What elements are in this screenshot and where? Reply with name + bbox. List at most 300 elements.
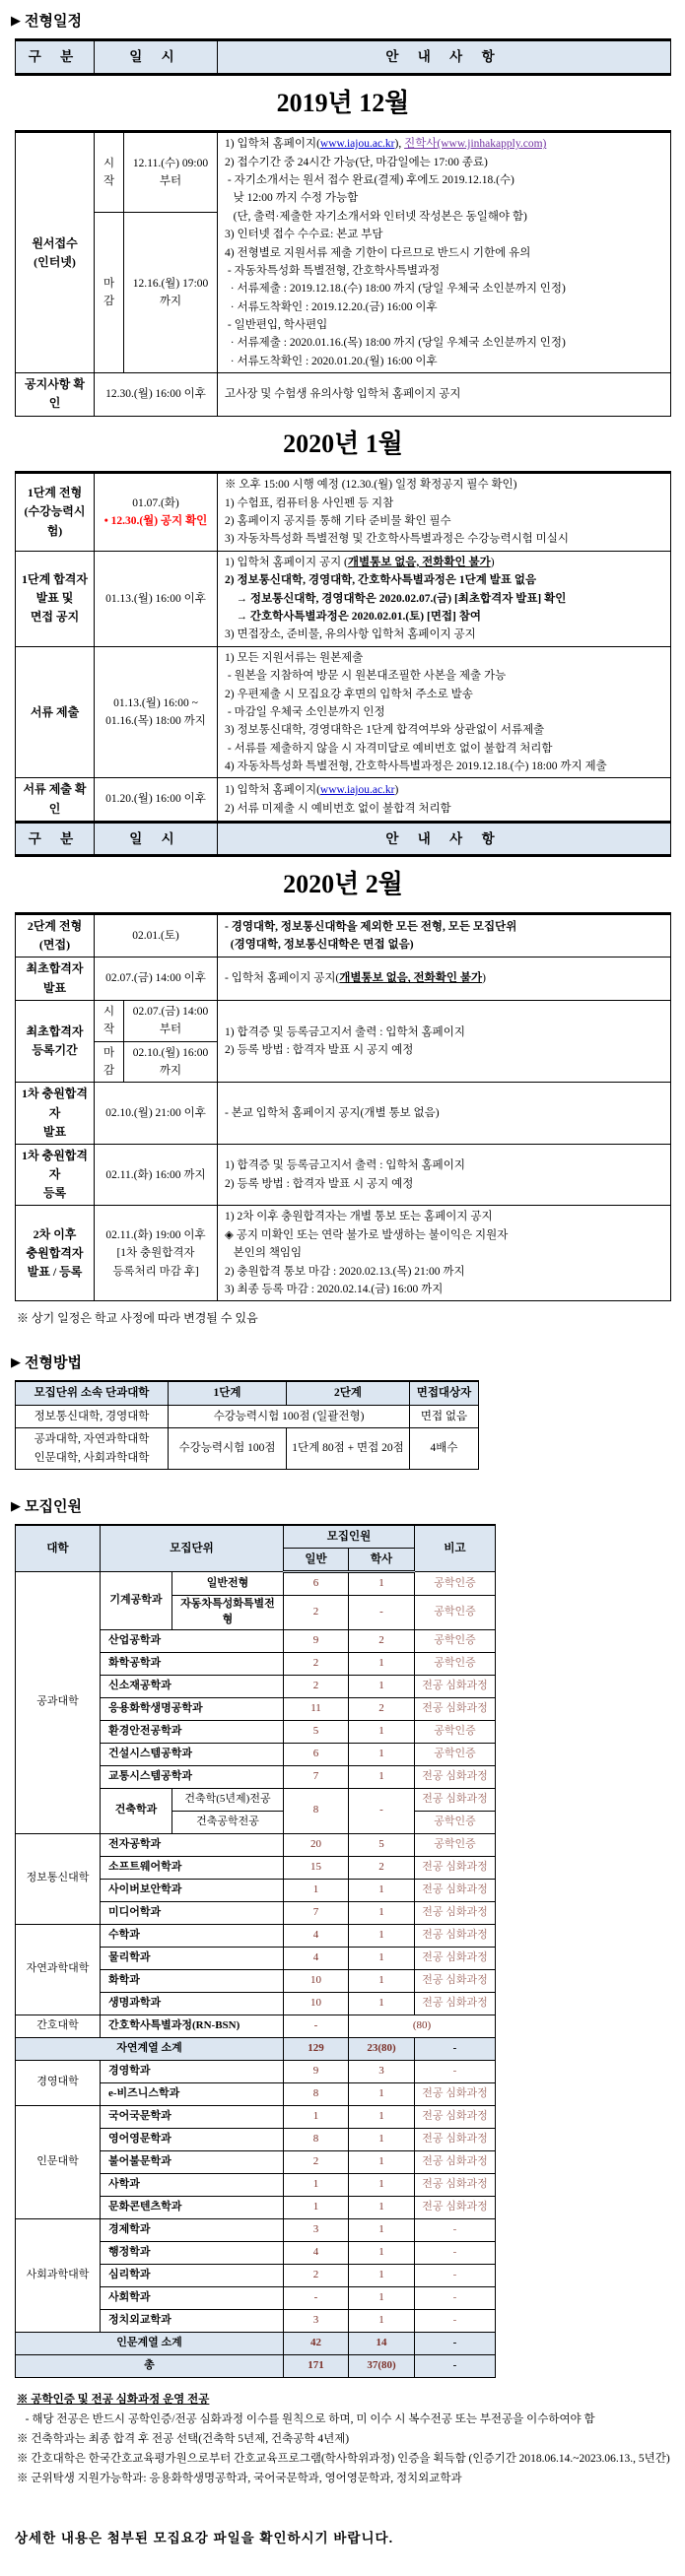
- row-label-line: (면접): [38, 938, 71, 953]
- table-row: [16, 2105, 496, 2128]
- month-heading-row: [16, 74, 671, 132]
- dept-name: 물리학과: [101, 1947, 284, 1969]
- total-row: [16, 2354, 496, 2377]
- iajou-link[interactable]: www.iajou.ac.kr: [319, 784, 395, 797]
- dept-name: 화학과: [101, 1969, 284, 1992]
- method-table: [15, 1380, 479, 1470]
- note-line: - 자동차특성화 특별전형, 간호학사특별과정: [225, 264, 441, 277]
- header-guidance: 안 내 사 항: [218, 822, 671, 856]
- quota-note: 전공 심화과정: [415, 1675, 496, 1697]
- note-line: 4) 전형별로 지원서류 제출 기한이 다르므로 반드시 기한에 유의: [225, 246, 531, 259]
- date-alert: • 12.30.(월) 공지 확인: [103, 515, 208, 528]
- quota-note: 공학인증: [415, 1743, 496, 1765]
- college-name: 간호대학: [16, 2015, 101, 2037]
- note-line: 4) 자동차특성화 특별전형, 간호학사특별과정은 2019.12.18.(수) 18:00 까지 제출: [225, 760, 607, 773]
- row-label-line: 최초합격자: [26, 1024, 84, 1038]
- subtotal-note: -: [415, 2037, 496, 2060]
- end-label: 마감: [95, 213, 124, 373]
- quota-bachelor: 1: [349, 1879, 415, 1901]
- quota-general: 10: [284, 1969, 349, 1992]
- method-college-line: 인문대학, 사회과학대학: [34, 1451, 150, 1464]
- quota-note: 전공 심화과정: [415, 2128, 496, 2150]
- quota-bachelor: 2: [349, 1629, 415, 1652]
- section-title-quota: [11, 1495, 675, 1516]
- table-row: [16, 132, 671, 213]
- quota-general: 9: [284, 2060, 349, 2082]
- note-line: → 정보통신대학, 경영대학은 2020.02.07.(금) [최초합격자 발표] 확인: [225, 592, 567, 605]
- quota-merged: (80): [349, 2015, 496, 2037]
- row-label-add1-announce: [16, 1083, 95, 1145]
- note-line: - 서류를 제출하지 않을 시 자격미달로 예비번호 없이 불합격 처리함: [225, 742, 553, 755]
- quota-note: 공학인증: [415, 1629, 496, 1652]
- quota-bachelor: 1: [349, 2241, 415, 2264]
- quota-general: 1: [284, 2173, 349, 2196]
- quota-bachelor: 1: [349, 1720, 415, 1743]
- table-row: [16, 1000, 671, 1041]
- quota-header-quota: 모집인원: [284, 1525, 415, 1549]
- row-label-first-pass: [16, 958, 95, 1000]
- method-stage2: 1단계 80점 + 면접 20점: [287, 1428, 410, 1470]
- subtotal-row: [16, 2332, 496, 2354]
- note-line: [225, 135, 663, 153]
- table-row: [16, 473, 671, 552]
- method-college: [16, 1428, 169, 1470]
- notes-cell: [218, 958, 671, 1000]
- quota-note: 전공 심화과정: [415, 2150, 496, 2173]
- table-row: [16, 1924, 496, 1947]
- date-cell: [95, 646, 218, 778]
- row-label-line: 1단계 합격자: [22, 571, 88, 586]
- subtotal-general: 42: [284, 2332, 349, 2354]
- date-cell: [95, 1206, 218, 1301]
- quota-bachelor: 1: [349, 2196, 415, 2218]
- note-text: ): [490, 556, 495, 568]
- note-line: 2) 정보통신대학, 경영대학, 간호학사특별과정은 1단계 발표 없음: [225, 574, 537, 587]
- quota-header-note: 비고: [415, 1525, 496, 1572]
- table-row: [16, 2060, 496, 2082]
- quota-general: 8: [284, 2082, 349, 2105]
- note-line: 3) 자동차특성화 특별전형 및 간호학사특별과정은 수강능력시험 미실시: [225, 533, 569, 546]
- note-line: - 본교 입학처 홈페이지 공지(개별 통보 없음): [225, 1106, 440, 1119]
- quota-bachelor: 1: [349, 1765, 415, 1788]
- quota-note: 공학인증: [415, 1652, 496, 1675]
- end-date: 12.16.(월) 17:00 까지: [124, 213, 218, 373]
- note-line: · 서류도착확인 : 2020.01.20.(월) 16:00 이후: [225, 355, 438, 367]
- note-text: 1) 입학처 홈페이지 공지 (: [225, 556, 348, 568]
- month-heading-row: [16, 856, 671, 914]
- row-label-stage2: [16, 914, 95, 958]
- quota-note: 공학인증: [415, 1720, 496, 1743]
- note-line: · 서류제출 : 2020.01.16.(목) 18:00 까지 (당일 우체국 소인분까지 인정): [225, 337, 566, 350]
- date-cell: 02.07.(금) 14:00 이후: [95, 958, 218, 1000]
- notes-cell: [218, 1206, 671, 1301]
- table-row: [16, 2015, 496, 2037]
- quota-general: 2: [284, 1652, 349, 1675]
- quota-bachelor: 2: [349, 1856, 415, 1879]
- row-label-docs: 서류 제출: [16, 646, 95, 778]
- method-header-row: [16, 1381, 479, 1405]
- note-text: 1) 입학처 홈페이지(: [225, 138, 320, 151]
- note-line: 3) 정보통신대학, 경영대학은 1단계 합격여부와 상관없이 서류제출: [225, 724, 545, 737]
- schedule-footnote: ※ 상기 일정은 학교 사정에 따라 변경될 수 있음: [17, 1311, 258, 1326]
- bottom-note-line: ※ 건축학과는 최종 합격 후 전공 선택(건축학 5년제, 건축공학 4년제): [17, 2433, 350, 2446]
- header-category: 구 분: [16, 822, 95, 856]
- quota-bachelor: 3: [349, 2060, 415, 2082]
- quota-bachelor: 1: [349, 2082, 415, 2105]
- dept-name: 생명과학과: [101, 1992, 284, 2015]
- quota-general: 4: [284, 1924, 349, 1947]
- total-label: 총: [16, 2354, 284, 2377]
- note-text: ): [394, 784, 399, 797]
- quota-bachelor: 1: [349, 2150, 415, 2173]
- track-name: 건축학(5년제)전공: [172, 1788, 284, 1811]
- row-label-line: (인터넷): [34, 254, 76, 269]
- quota-note: 전공 심화과정: [415, 1856, 496, 1879]
- quota-general: 5: [284, 1720, 349, 1743]
- note-text: 1) 입학처 홈페이지(: [225, 784, 320, 797]
- note-line: 2) 등록 방법 : 합격자 발표 시 공지 예정: [225, 1177, 414, 1190]
- month-heading-dec: 2019년 12월: [16, 74, 671, 132]
- table-row: [16, 551, 671, 646]
- note-line: 2) 서류 미제출 시 예비번호 없이 불합격 처리함: [225, 802, 451, 815]
- dept-name: 미디어학과: [101, 1901, 284, 1924]
- row-label-apply: [16, 132, 95, 373]
- dept-name: 교통시스템공학과: [101, 1765, 284, 1788]
- notes-cell: [218, 373, 671, 416]
- row-label-line: 등록: [42, 1186, 67, 1201]
- note-line: - 마감일 우체국 소인분까지 인정: [225, 705, 385, 718]
- note-text: ),: [394, 138, 405, 151]
- quota-note: 전공 심화과정: [415, 1901, 496, 1924]
- quota-general: 1: [284, 2105, 349, 2128]
- section-title-schedule: [11, 10, 675, 31]
- row-label-line: 발표: [42, 980, 67, 995]
- quota-note: 전공 심화과정: [415, 1788, 496, 1811]
- bottom-note-line: - 해당 전공은 반드시 공학인증/전공 심화과정 이수를 원칙으로 하며, 미 이수 시 복수전공 또는 부전공을 이수하여야 함: [17, 2413, 595, 2425]
- row-label-add1-reg: [16, 1144, 95, 1206]
- closing-statement: 상세한 내용은 첨부된 모집요강 파일을 확인하시기 바랍니다.: [15, 2530, 394, 2545]
- quota-general: 7: [284, 1765, 349, 1788]
- table-row: [16, 1833, 496, 1856]
- quota-note: 공학인증: [415, 1833, 496, 1856]
- quota-bachelor: 1: [349, 1924, 415, 1947]
- method-header-stage2: 2단계: [287, 1381, 410, 1405]
- iajou-link[interactable]: www.iajou.ac.kr: [319, 138, 395, 151]
- subtotal-row: [16, 2037, 496, 2060]
- end-date: 02.10.(월) 16:00 까지: [124, 1041, 218, 1083]
- quota-note: 전공 심화과정: [415, 2105, 496, 2128]
- dept-name: 국어국문학과: [101, 2105, 284, 2128]
- notes-cell: [218, 914, 671, 958]
- note-line: - 자기소개서는 원서 접수 완료(결제) 후에도 2019.12.18.(수): [225, 173, 514, 186]
- quota-general: 11: [284, 1697, 349, 1720]
- date-line: 01.13.(월) 16:00 ~: [113, 696, 198, 709]
- quota-general: 1: [284, 1879, 349, 1901]
- start-label: 시작: [95, 1000, 124, 1041]
- dept-name: 수학과: [101, 1924, 284, 1947]
- quota-bachelor: 1: [349, 1947, 415, 1969]
- end-label: 마감: [95, 1041, 124, 1083]
- track-name: 일반전형: [172, 1572, 284, 1596]
- note-emphasis: 개별통보 없음, 전화확인 불가: [339, 972, 483, 985]
- table-row: [16, 1206, 671, 1301]
- row-label-line: 면접 공지: [30, 610, 80, 625]
- date-cell: 02.01.(토): [95, 914, 218, 958]
- note-line: 3) 최종 등록 마감 : 2020.02.14.(금) 16:00 까지: [225, 1284, 444, 1296]
- month-heading-row: [16, 416, 671, 473]
- note-line: (단, 출력·제출한 자기소개서와 인터넷 작성본은 동일해야 함): [225, 210, 527, 223]
- schedule-header-row: [16, 40, 671, 75]
- quota-header-bachelor: 학사: [349, 1549, 415, 1572]
- note-line: - 경영대학, 정보통신대학을 제외한 모든 전형, 모든 모집단위: [225, 920, 517, 933]
- quota-general: 9: [284, 1629, 349, 1652]
- subtotal-label: 인문계열 소계: [16, 2332, 284, 2354]
- quota-bachelor: -: [349, 1596, 415, 1630]
- quota-note: 전공 심화과정: [415, 1969, 496, 1992]
- row-label-line: 1단계 전형: [27, 486, 83, 500]
- notes-cell: [218, 646, 671, 778]
- quota-header-college: 대학: [16, 1525, 101, 1572]
- quota-bachelor: 1: [349, 1572, 415, 1596]
- bottom-notes: [17, 2390, 675, 2489]
- quota-bachelor: 1: [349, 1675, 415, 1697]
- notes-cell: [218, 1000, 671, 1083]
- row-label-line: 최초합격자: [26, 961, 84, 976]
- header-datetime: 일 시: [95, 822, 218, 856]
- triangle-bullet-icon: ▶: [11, 1497, 21, 1513]
- quota-bachelor: 1: [349, 2218, 415, 2241]
- note-line: [225, 554, 663, 571]
- quota-note: -: [415, 2286, 496, 2309]
- row-label-reg-period: [16, 1000, 95, 1083]
- quota-note: 공학인증: [415, 1572, 496, 1596]
- subtotal-note: -: [415, 2332, 496, 2354]
- table-row: [16, 373, 671, 416]
- quota-general: 8: [284, 1788, 349, 1833]
- date-line: 등록처리 마감 후]: [112, 1265, 199, 1278]
- notes-cell: [218, 551, 671, 646]
- note-line: 2) 충원합격 통보 마감 : 2020.02.13.(목) 21:00 까지: [225, 1265, 465, 1278]
- quota-note: 전공 심화과정: [415, 1697, 496, 1720]
- quota-note: 전공 심화과정: [415, 1947, 496, 1969]
- row-label-line: 1차 충원합격자: [22, 1087, 88, 1120]
- dept-name: 행정학과: [101, 2241, 284, 2264]
- triangle-bullet-icon: ▶: [11, 12, 21, 28]
- quota-general: 2: [284, 1675, 349, 1697]
- row-label-line: 원서접수: [32, 235, 78, 250]
- notes-cell: [218, 778, 671, 822]
- notes-cell: [218, 1144, 671, 1206]
- note-line: → 간호학사특별과정은 2020.02.01.(토) [면접] 참여: [225, 610, 481, 623]
- college-name: 인문대학: [16, 2105, 101, 2218]
- jinhakapply-link[interactable]: 진학사(www.jinhakapply.com): [404, 138, 547, 151]
- triangle-bullet-icon: ▶: [11, 1354, 21, 1369]
- method-college-line: 공과대학, 자연과학대학: [34, 1433, 150, 1446]
- row-label-docs-check: 서류 제출 확인: [16, 778, 95, 822]
- quota-note: -: [415, 2060, 496, 2082]
- quota-bachelor: 1: [349, 2105, 415, 2128]
- dept-name: 전자공학과: [101, 1833, 284, 1856]
- quota-table: [15, 1524, 496, 2378]
- table-row: [16, 1428, 479, 1470]
- date-line: 01.07.(화): [132, 496, 179, 509]
- table-row: [16, 646, 671, 778]
- section-title-method: [11, 1352, 675, 1372]
- notes-cell: [218, 473, 671, 552]
- quota-note: -: [415, 2264, 496, 2286]
- row-label-line: 발표 / 등록: [27, 1265, 83, 1280]
- college-name: 정보통신대학: [16, 1833, 101, 1924]
- table-row: [16, 1144, 671, 1206]
- table-row: [16, 2218, 496, 2241]
- note-line: - 일반편입, 학사편입: [225, 319, 328, 332]
- quota-note: -: [415, 2309, 496, 2332]
- quota-note: 전공 심화과정: [415, 1924, 496, 1947]
- dept-name: 응용화학생명공학과: [101, 1697, 284, 1720]
- dept-name: 산업공학과: [101, 1629, 284, 1652]
- dept-name: 소프트웨어학과: [101, 1856, 284, 1879]
- start-label: 시작: [95, 132, 124, 213]
- dept-name: 건축학과: [101, 1788, 172, 1833]
- note-line: 1) 수험표, 컴퓨터용 사인펜 등 지참: [225, 496, 394, 509]
- dept-name: 경영학과: [101, 2060, 284, 2082]
- note-line: 2) 홈페이지 공지를 통해 기타 준비물 확인 필수: [225, 515, 451, 528]
- row-label-stage1: [16, 473, 95, 552]
- dept-name: 경제학과: [101, 2218, 284, 2241]
- row-label-line: 1차 충원합격자: [22, 1148, 88, 1182]
- quota-note: -: [415, 2241, 496, 2264]
- notes-cell: [218, 132, 671, 373]
- schedule-header-row: [16, 822, 671, 856]
- row-label-line: 2단계 전형: [27, 919, 83, 934]
- subtotal-label: 자연계열 소계: [16, 2037, 284, 2060]
- quota-general: 3: [284, 2218, 349, 2241]
- dept-name: 영어영문학과: [101, 2128, 284, 2150]
- quota-header-unit: 모집단위: [101, 1525, 284, 1572]
- total-general: 171: [284, 2354, 349, 2377]
- table-row: [16, 914, 671, 958]
- row-label-line: 발표: [42, 1124, 67, 1139]
- note-line: [225, 969, 663, 987]
- quota-bachelor: 1: [349, 1743, 415, 1765]
- quota-note: -: [415, 2218, 496, 2241]
- section-title-schedule-label: 전형일정: [25, 13, 82, 30]
- college-name: 사회과학대학: [16, 2218, 101, 2332]
- quota-bachelor: 1: [349, 1969, 415, 1992]
- date-line: [1차 충원합격자: [116, 1247, 195, 1260]
- method-header-stage1: 1단계: [169, 1381, 287, 1405]
- dept-name: 신소재공학과: [101, 1675, 284, 1697]
- note-line: 2) 접수기간 중 24시간 가능(단, 마감일에는 17:00 종료): [225, 156, 488, 168]
- table-row: [16, 1572, 496, 1596]
- date-line: 01.16.(목) 18:00 까지: [105, 715, 206, 728]
- row-label-notice: 공지사항 확인: [16, 373, 95, 416]
- note-line: 2) 우편제출 시 모집요강 후면의 입학처 주소로 발송: [225, 688, 473, 700]
- quota-general: 1: [284, 2196, 349, 2218]
- quota-note: 전공 심화과정: [415, 1879, 496, 1901]
- note-line: 낮 12:00 까지 수정 가능함: [225, 192, 359, 205]
- quota-general: 3: [284, 2309, 349, 2332]
- dept-name: 심리학과: [101, 2264, 284, 2286]
- total-bachelor: 37(80): [349, 2354, 415, 2377]
- quota-bachelor: 1: [349, 1652, 415, 1675]
- row-label-add2: [16, 1206, 95, 1301]
- date-line: 02.11.(화) 19:00 이후: [105, 1228, 206, 1241]
- dept-name: 사이버보안학과: [101, 1879, 284, 1901]
- quota-general: 4: [284, 1947, 349, 1969]
- quota-note: 전공 심화과정: [415, 1765, 496, 1788]
- header-datetime: 일 시: [95, 40, 218, 75]
- section-title-quota-label: 모집인원: [25, 1498, 82, 1515]
- subtotal-general: 129: [284, 2037, 349, 2060]
- subtotal-bachelor: 23(80): [349, 2037, 415, 2060]
- quota-general: 15: [284, 1856, 349, 1879]
- total-note: -: [415, 2354, 496, 2377]
- note-line: 본인의 책임임: [225, 1247, 303, 1260]
- quota-bachelor: 1: [349, 2264, 415, 2286]
- quota-general: 2: [284, 2264, 349, 2286]
- quota-header-general: 일반: [284, 1549, 349, 1572]
- note-emphasis: 개별통보 없음, 전화확인 불가: [347, 556, 491, 568]
- dept-name: 문화콘텐츠학과: [101, 2196, 284, 2218]
- note-line: - 원본을 지참하여 방문 시 원본대조필한 사본을 제출 가능: [225, 670, 507, 683]
- header-category: 구 분: [16, 40, 95, 75]
- note-line: · 서류제출 : 2019.12.18.(수) 18:00 까지 (당일 우체국 소인분까지 인정): [225, 283, 566, 296]
- month-heading-feb: 2020년 2월: [16, 856, 671, 914]
- quota-note: 공학인증: [415, 1811, 496, 1833]
- date-cell: [95, 473, 218, 552]
- bottom-note-line: ※ 간호대학은 한국간호교육평가원으로부터 간호교육프로그램(학사학위과정) 인증을 획득함 (인증기간 2018.06.14.~2023.06.13., 5년간): [17, 2453, 670, 2466]
- quota-bachelor: 1: [349, 1901, 415, 1924]
- note-line: [225, 781, 663, 799]
- quota-bachelor: -: [349, 1788, 415, 1833]
- quota-bachelor: 1: [349, 2286, 415, 2309]
- note-text: ): [482, 972, 486, 985]
- quota-header-row: [16, 1525, 496, 1549]
- start-date: 12.11.(수) 09:00 부터: [124, 132, 218, 213]
- note-line: 3) 면접장소, 준비물, 유의사항 입학처 홈페이지 공지: [225, 628, 476, 641]
- section-title-method-label: 전형방법: [25, 1354, 82, 1372]
- quota-general: 10: [284, 1992, 349, 2015]
- method-college: 정보통신대학, 경영대학: [16, 1405, 169, 1427]
- date-cell: 01.20.(월) 16:00 이후: [95, 778, 218, 822]
- row-label-pass1: [16, 551, 95, 646]
- quota-general: 7: [284, 1901, 349, 1924]
- quota-bachelor: 1: [349, 2128, 415, 2150]
- quota-note: 전공 심화과정: [415, 2173, 496, 2196]
- method-stage1: 수강능력시험 100점: [169, 1428, 287, 1470]
- table-row: [16, 1405, 479, 1427]
- note-line: 1) 모든 지원서류는 원본제출: [225, 651, 364, 664]
- note-line: 1) 2차 이후 충원합격자는 개별 통보 또는 홈페이지 공지: [225, 1211, 493, 1223]
- dept-name: 사회학과: [101, 2286, 284, 2309]
- quota-general: -: [284, 2286, 349, 2309]
- quota-bachelor: 1: [349, 2309, 415, 2332]
- quota-general: -: [284, 2015, 349, 2037]
- header-guidance: 안 내 사 항: [218, 40, 671, 75]
- table-row: [16, 778, 671, 822]
- row-label-line: 2차 이후: [33, 1226, 77, 1241]
- start-date: 02.07.(금) 14:00 부터: [124, 1000, 218, 1041]
- date-cell: 12.30.(월) 16:00 이후: [95, 373, 218, 416]
- method-interview: 4배수: [410, 1428, 479, 1470]
- dept-name: 사학과: [101, 2173, 284, 2196]
- dept-name: e-비즈니스학과: [101, 2082, 284, 2105]
- note-line: 1) 합격증 및 등록금고지서 출력 : 입학처 홈페이지: [225, 1159, 465, 1172]
- dept-name: 간호학사특별과정(RN-BSN): [101, 2015, 284, 2037]
- date-cell: 02.11.(화) 16:00 까지: [95, 1144, 218, 1206]
- method-header-interview: 면접대상자: [410, 1381, 479, 1405]
